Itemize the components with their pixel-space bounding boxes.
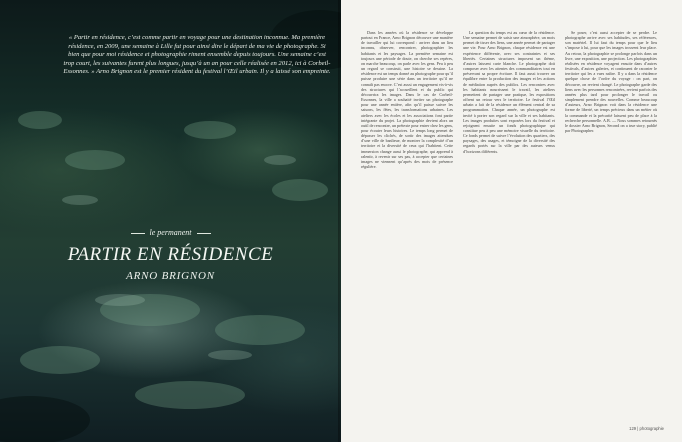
- text-column-2: La question du temps est au cœur de la résidence. Une semaine permet de saisir une atmosphère, un mois permet de tisser des liens, une année permet de partager une vie. Pour Arno Brignon, chaque résidence est une expérience différente, avec ses contraintes et ses libertés. Certaines structures imposent un thème, d’autres laissent carte blanche. Le photographe doit composer avec les attentes des commanditaires tout en préservant sa propre écriture. Il faut aussi trouver un équilibre entre la production des images et les actions de médiation auprès des publics. Les rencontres avec les habitants nourrissent le travail, les ateliers permettent de partager une pratique, les expositions offrent un retour vers le territoire. Le festival l’Œil urbain a fait de la résidence un élément central de sa programmation. Chaque année, un photographe est invité à porter son regard sur la ville et ses habitants. Les images produites sont exposées lors du festival et rejoignent ensuite un fonds photographique qui constitue peu à peu une mémoire visuelle du territoire. Ce fonds permet de suivre l’évolution des quartiers, des paysages, des usages, et témoigne de la diversité des regards portés sur la ville par des auteurs venus d’horizons différents.: [463, 30, 555, 154]
- page-folio: 129 | photographie: [629, 426, 664, 431]
- text-column-1: Dans les années où la résidence se développe partout en France, Arno Brignon découvre une manière de travailler qui lui correspond : arriver dans un lieu inconnu, observer, rencontrer, photographier les habitants et les paysages. La première semaine est toujours une période de doute, on cherche ses repères, on marche beaucoup, on parle avec les gens. Peu à peu un regard se construit, une histoire se dessine. La résidence est un temps donné au photographe pour qu’il puisse produire une série dans un territoire qu’il ne connaît pas encore. C’est aussi un engagement vis-à-vis des structures qui l’accueillent et du public qui découvrira les images. Dans le cas de Corbeil-Essonnes, la ville a souhaité inviter un photographe pour une année entière, afin qu’il puisse suivre les saisons, les fêtes, les transformations urbaines. Les ateliers avec les écoles et les associations font partie intégrante du projet. La photographie devient alors un outil de rencontre, un prétexte pour entrer chez les gens, pour écouter leurs histoires. Le temps long permet de dépasser les clichés, de sortir des images attendues d’une ville de banlieue, de montrer la complexité d’un territoire et la diversité de ceux qui l’habitent. Cette immersion change aussi le photographe, qui apprend à ralentir, à revenir sur ses pas, à accepter que certaines images ne viennent qu’après des mois de présence régulière.: [361, 30, 453, 170]
- section-kicker: [0, 228, 341, 237]
- kicker-rule-right: [197, 233, 211, 234]
- text-column-3: Se poser, c’est aussi accepter de se perdre. Le photographe arrive avec ses habitudes, ses références, son matériel. Il lui faut du temps pour que le lieu s’impose à lui, pour que les images trouvent leur place. Au retour, la photographie se prolonge parfois dans un livre, une exposition, une projection. Les photographies réalisées en résidence voyagent ensuite dans d’autres festivals, d’autres galeries, et continuent de raconter le territoire qui les a vues naître. Il y a dans la résidence quelque chose de l’ordre du voyage : on part, on découvre, on revient changé. Le photographe garde des liens avec les personnes rencontrées, revient parfois des années plus tard pour prolonger le travail ou simplement prendre des nouvelles. Comme beaucoup d’auteurs, Arno Brignon voit dans la résidence une forme de liberté, un temps précieux dans un métier où la commande et la précarité laissent peu de place à la recherche personnelle. A.B. — Nous sommes retournés le dossier Arno Brignon, Second on a true story, publié par Photographer.: [565, 30, 657, 133]
- kicker-rule-left: [131, 233, 145, 234]
- intro-quote: « Partir en résidence, c’est comme partir en voyage pour une destination inconnue. Ma première résidence, en 2009, une semaine à Lille fut pour ainsi dire le départ de ma vie de photographe. Si bien que pour moi résidence et photographie riment ensemble depuis toujours. Une semaine c’est trop court, les suivantes furent plus longues, jusqu’à un an pour celle réalisée en 2012, ici à Corbeil-Essonnes. » Arno Brignon est le premier résident du festival l’Œil urbain. Il y a laissé son empreinte.: [63, 34, 331, 76]
- article-author: ARNO BRIGNON: [126, 270, 215, 282]
- kicker-text: le permanent: [149, 228, 192, 237]
- right-page-text: [341, 0, 682, 442]
- article-title: PARTIR EN RÉSIDENCE: [67, 244, 274, 265]
